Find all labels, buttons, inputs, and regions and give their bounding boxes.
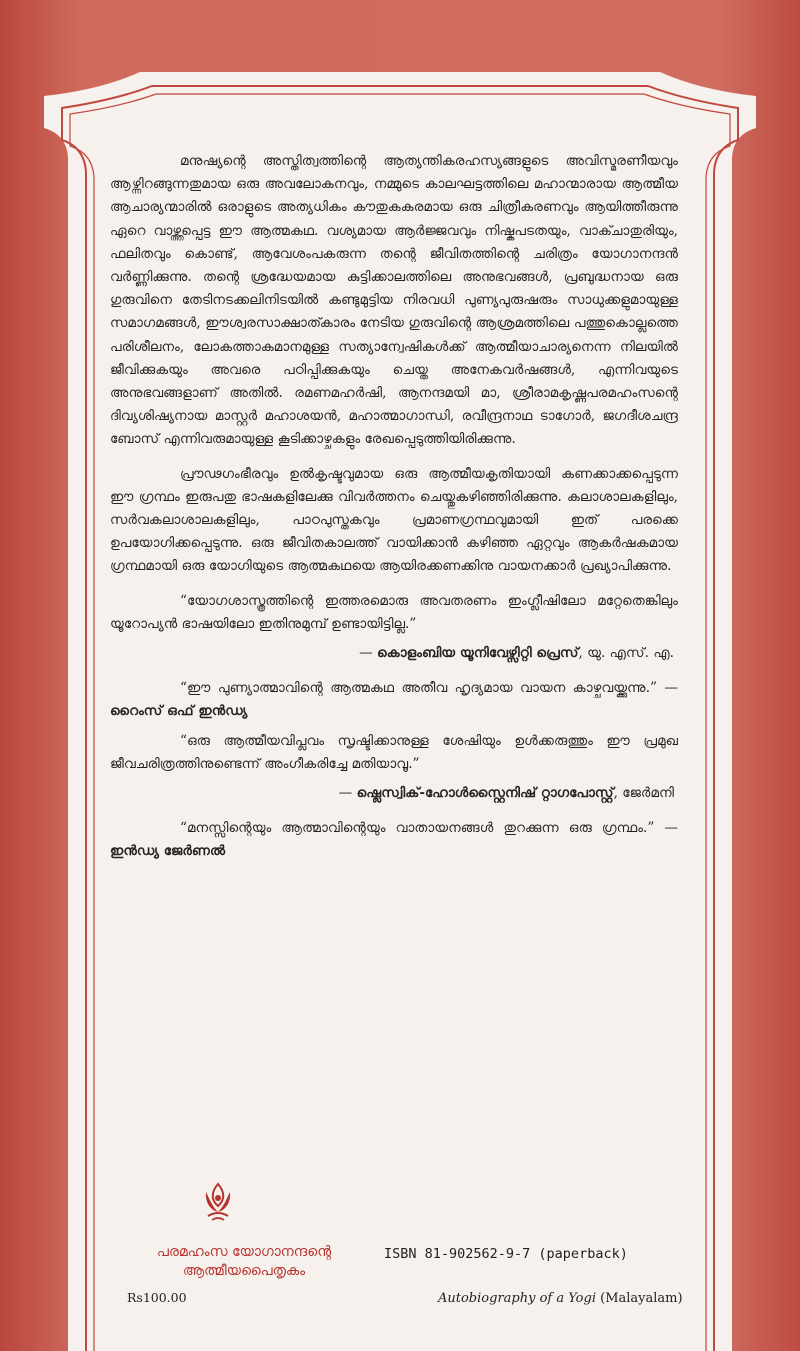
trust-line-2: ആത്മീയപൈതൃകം (182, 1263, 306, 1279)
review-attribution-3 (110, 782, 678, 805)
review-text-2: “ഈ പുണ്യാത്മാവിന്റെ ആത്മകഥ അതീവ ഹൃദ്യമായ വായന കാഴ്ചവയ്ക്കുന്നു.” — (180, 680, 678, 697)
book-title: Autobiography of a Yogi (438, 1291, 596, 1306)
blurb-paragraph-2: പ്രൗഢഗംഭീരവും ഉൽകൃഷ്ടവുമായ ഒരു ആത്മീയകൃതിയായി കണക്കാക്കപ്പെടുന്ന ഈ ഗ്രന്ഥം ഇരുപതു ഭാഷകളിലേക്കു വിവർത്തനം ചെയ്തുകഴിഞ്ഞിരിക്കുന്നു. കലാശാലകളിലും, സർവകലാശാലകളിലും, പാഠപുസ്തകവും പ്രമാണഗ്രന്ഥവുമായി ഇത് പരക്കെ ഉപയോഗിക്കപ്പെടുന്നു. ഒരു ജീവിതകാലത്ത് വായിക്കാൻ കഴിഞ്ഞ ഏറ്റവും ആകർഷകമായ ഗ്രന്ഥമായി ഒരു യോഗിയുടെ ആത്മകഥയെ ആയിരക്കണക്കിനു വായനക്കാർ പ്രഖ്യാപിക്കുന്നു. (110, 465, 678, 575)
review-source-3: ഷ്ലെസ്വിക്-ഹോൾസ്റ്റൈനിഷ് റ്റാഗപോസ്റ്റ് (356, 785, 614, 802)
review-quote-3: “ഒരു ആത്മീയവിപ്ലവം സൃഷ്ടിക്കാനുള്ള ശേഷിയും ഉൾക്കരുത്തും ഈ പ്രമുഖ ജീവചരിത്രത്തിനുണ്ടെന്ന് അംഗീകരിച്ചേ മതിയാവൂ.” (110, 732, 678, 772)
review-text-4: “മനസ്സിന്റെയും ആത്മാവിന്റെയും വാതായനങ്ങൾ തുറക്കുന്ന ഒരു ഗ്രന്ഥം.” — (180, 820, 678, 837)
price-label: Rs100.00 (127, 1290, 187, 1305)
review-quote-1: “യോഗശാസ്ത്രത്തിന്റെ ഇത്തരമൊരു അവതരണം ഇംഗ്ലീഷിലോ മറ്റേതെങ്കിലും യൂറോപ്യൻ ഭാഷയിലോ ഇതിനുമുമ്പ് ഉണ്ടായിട്ടില്ല.” (110, 592, 678, 632)
back-cover-text (110, 150, 678, 870)
review-attribution-1 (110, 642, 678, 665)
lotus-emblem-icon (196, 1180, 240, 1224)
attribution-dash: — (338, 785, 357, 802)
review-quote-2 (110, 677, 678, 723)
attribution-dash: — (359, 645, 378, 662)
review-source-2: റൈംസ് ഒഫ് ഇൻഡ്യ (110, 703, 248, 720)
review-source-1: കൊളംബിയ യൂനിവേഴ്സിറ്റി പ്രെസ് (377, 645, 579, 662)
review-quote-4 (110, 817, 678, 863)
trust-line-1: പരമഹംസ യോഗാനന്ദന്റെ (156, 1244, 332, 1260)
review-place-1: , യു. എസ്. എ. (578, 645, 674, 662)
english-title (438, 1291, 683, 1306)
publisher-trust-name (124, 1243, 364, 1281)
isbn-number: ISBN 81-902562-9-7 (paperback) (384, 1246, 628, 1262)
review-source-4: ഇൻഡ്യ ജേർണൽ (110, 843, 226, 860)
language-label: (Malayalam) (596, 1291, 683, 1306)
review-place-3: , ജേർമനി (613, 785, 674, 802)
blurb-paragraph-1: മനുഷ്യന്റെ അസ്തിത്വത്തിന്റെ ആത്യന്തികരഹസ്യങ്ങളുടെ അവിസ്മരണീയവും ആഴ്ന്നിറങ്ങുന്നതുമായ ഒരു അവലോകനവും, നമ്മുടെ കാലഘട്ടത്തിലെ മഹാന്മാരായ ആത്മീയ ആചാര്യന്മാരിൽ ഒരാളുടെ അത്യധികം കൗതുകകരമായ ഒരു ചിത്രീകരണവും ആയിത്തീരുന്നു ഏറെ വാഴ്ത്തപ്പെട്ട ഈ ആത്മകഥ. വശ്യമായ ആർജ്ജവവും നിഷ്കപടതയും, വാക്ചാതുരിയും, ഫലിതവും കൊണ്ട്, ആവേശംപകരുന്ന തന്റെ ജീവിതത്തിന്റെ ചരിത്രം യോഗാനന്ദൻ വർണ്ണിക്കുന്നു. തന്റെ ശ്രദ്ധേയമായ കുട്ടിക്കാലത്തിലെ അനുഭവങ്ങൾ, പ്രബുദ്ധനായ ഒരു ഗുരുവിനെ തേടിനടക്കലിനിടയിൽ കണ്ടുമുട്ടിയ നിരവധി പുണ്യപുരുഷരും സാധുക്കളുമായുള്ള സമാഗമങ്ങൾ, ഈശ്വരസാക്ഷാത്കാരം നേടിയ ഗുരുവിന്റെ ആശ്രമത്തിലെ പത്തുകൊല്ലത്തെ പരിശീലനം, ലോകത്താകമാനമുള്ള സത്യാന്വേഷികൾക്ക് ആത്മീയാചാര്യനെന്ന നിലയിൽ ജീവിക്കുകയും അവരെ പഠിപ്പിക്കുകയും ചെയ്ത അനേകവർഷങ്ങൾ, എന്നിവയുടെ അനുഭവങ്ങളാണ് അതിൽ. രമണമഹർഷി, ആനന്ദമയി മാ, ശ്രീരാമകൃഷ്ണപരമഹംസന്റെ ദിവ്യശിഷ്യനായ മാസ്റ്റർ മഹാശയൻ, മഹാത്മാഗാന്ധി, രവീന്ദ്രനാഥ ടാഗോർ, ജഗദീശചന്ദ്ര ബോസ് എന്നിവരുമായുള്ള കൂടിക്കാഴ്ചകളും രേഖപ്പെടുത്തിയിരിക്കുന്നു. (110, 153, 678, 448)
